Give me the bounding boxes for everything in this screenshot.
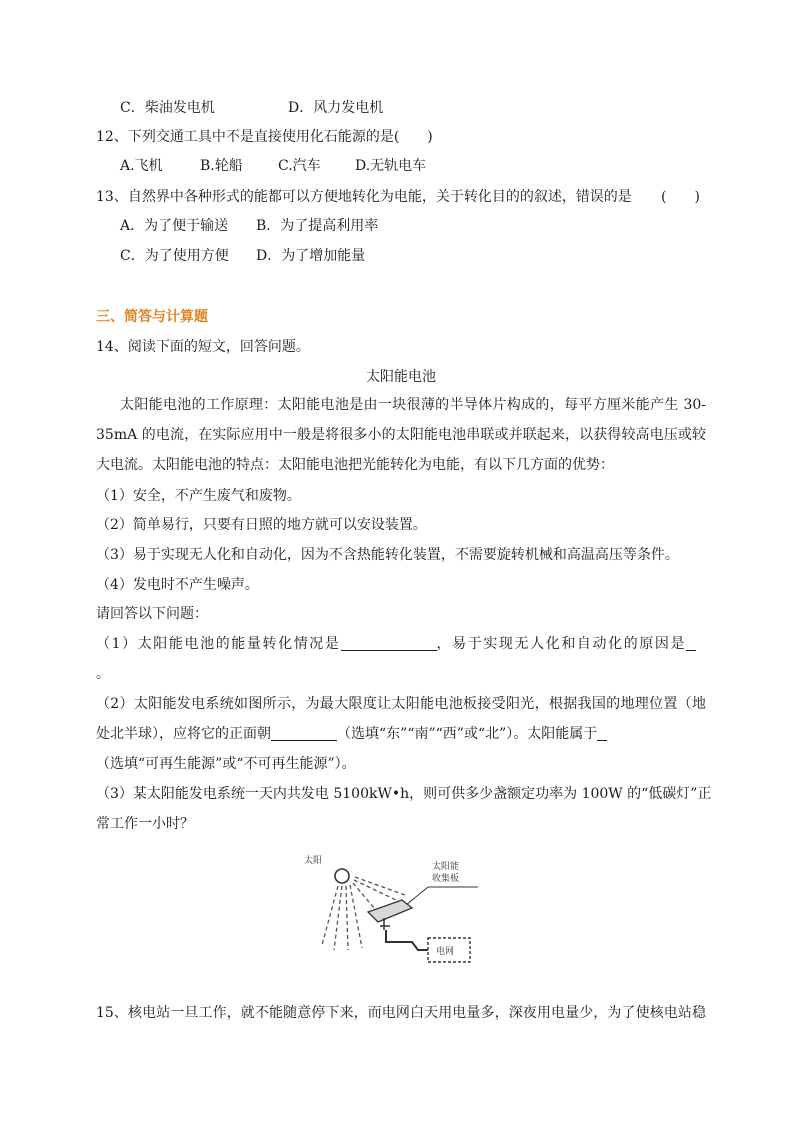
passage-point-1: （1）安全，不产生废气和废物。	[96, 488, 301, 504]
q11-option-d: D．风力发电机	[288, 100, 384, 116]
q13-options-row-1	[120, 216, 730, 236]
passage-point-3: （3）易于实现无人化和自动化，因为不含热能转化装置，不需要旋转机械和高温高压等条件。	[96, 547, 679, 563]
sub-question-2-line-2	[96, 724, 706, 744]
answer-blank-automation-reason[interactable]	[686, 635, 696, 651]
sub-question-1	[96, 634, 706, 654]
questions-prompt: 请回答以下问题：	[96, 606, 208, 622]
answer-blank-energy-conversion[interactable]	[341, 635, 437, 651]
q12-stem: 12、下列交通工具中不是直接使用化石能源的是( )	[96, 129, 433, 145]
passage-line-2: 35mA 的电流，在实际应用中一般是将很多小的太阳能电池串联或并联起来，以获得较高电压或较	[96, 427, 706, 443]
passage-point-2: （2）简单易行，只要有日照的地方就可以安设装置。	[96, 517, 427, 533]
sub-question-3-line-2: 常工作一小时？	[96, 816, 194, 832]
sub-question-2-text-b: （选填“东”“南”“西”或“北”）。太阳能属于	[337, 726, 598, 742]
section-title: 三、简答与计算题	[96, 309, 208, 325]
q12-option-c: C.汽车	[278, 158, 321, 174]
q15-line-1: 15、核电站一旦工作，就不能随意停下来，而电网白天用电量多，深夜用电量少，为了使核电站稳	[96, 1005, 706, 1021]
answer-blank-energy-type[interactable]	[597, 725, 607, 741]
q13-option-b: B．为了提高利用率	[256, 218, 379, 234]
passage-line-3: 大电流。太阳能电池的特点：太阳能电池把光能转化为电能，有以下几方面的优势：	[96, 457, 614, 473]
sub-question-2-line-1: （2）太阳能发电系统如图所示，为最大限度让太阳能电池板接受阳光，根据我国的地理位置（地	[96, 696, 706, 712]
solar-diagram	[300, 850, 500, 975]
q13-option-d: D．为了增加能量	[256, 248, 366, 264]
q12-option-b: B.轮船	[200, 158, 243, 174]
sun-label: 太阳	[304, 856, 323, 866]
passage-point-4: （4）发电时不产生噪声。	[96, 577, 259, 593]
solar-panel-icon	[368, 900, 412, 930]
passage-title: 太阳能电池	[366, 369, 436, 385]
panel-label-line-1: 太阳能	[432, 862, 460, 872]
q13-answer-bracket: ( )	[661, 189, 700, 205]
grid-label: 电网	[436, 947, 455, 957]
q13-option-a: A．为了便于输送	[120, 218, 229, 234]
q13-stem-row	[96, 187, 706, 207]
cable-line	[386, 930, 428, 950]
sub-question-2-text-a: 处北半球），应将它的正面朝	[96, 726, 271, 742]
q11-options-row	[120, 98, 730, 118]
q13-options-row-2	[120, 246, 730, 266]
sub-question-1-text-b: ，易于实现无人化和自动化的原因是	[436, 636, 687, 652]
solar-system-figure	[300, 850, 500, 975]
q13-option-c: C．为了使用方便	[120, 248, 229, 264]
sun-icon	[335, 869, 349, 883]
passage-line-1: 太阳能电池的工作原理：太阳能电池是由一块很薄的半导体片构成的，每平方厘米能产生 30-	[120, 397, 706, 413]
q12-option-d: D.无轨电车	[355, 158, 427, 174]
panel-label-line-2: 收集板	[432, 874, 460, 884]
sub-question-3-line-1: （3）某太阳能发电系统一天内共发电 5100kW•h，则可供多少盏额定功率为 100W 的“低碳灯”正	[96, 786, 712, 802]
q12-option-a: A.飞机	[120, 158, 163, 174]
sub-question-2-line-3: （选填“可再生能源”或“不可再生能源”）。	[96, 756, 356, 772]
sub-question-1-end: 。	[96, 666, 110, 682]
q11-option-c: C．柴油发电机	[120, 100, 215, 116]
q14-stem: 14、阅读下面的短文，回答问题。	[96, 339, 310, 355]
sub-question-1-text-a: （1）太阳能电池的能量转化情况是	[96, 636, 341, 652]
answer-blank-direction[interactable]	[271, 725, 337, 741]
q13-stem: 13、自然界中各种形式的能都可以方便地转化为电能，关于转化目的的叙述，错误的是	[96, 189, 632, 205]
